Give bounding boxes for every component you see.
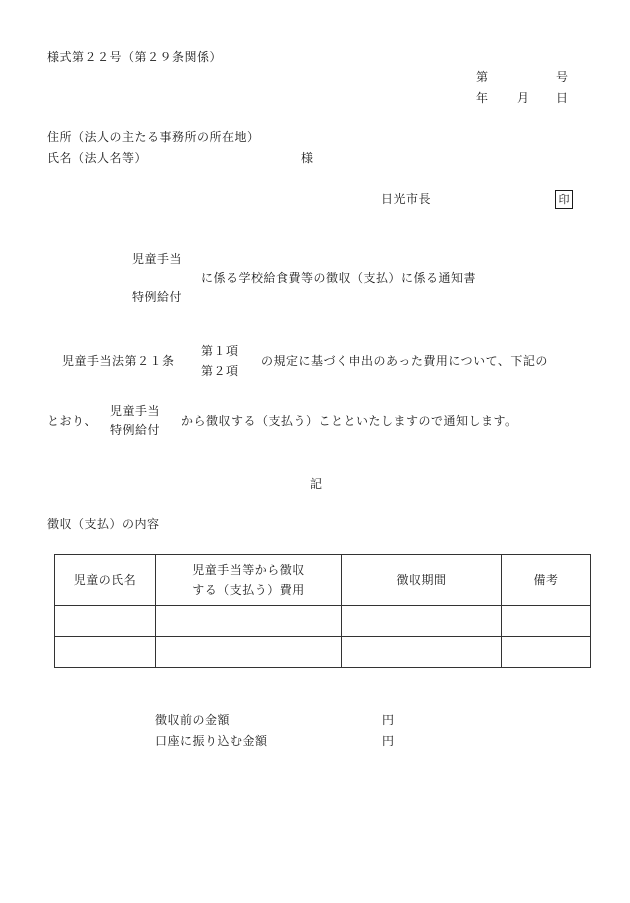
form-number: 様式第２２号（第２９条関係）	[47, 50, 223, 64]
recipient-name-label: 氏名（法人名等）	[47, 151, 148, 165]
date-year-label: 年	[476, 91, 489, 105]
document-title: に係る学校給食費等の徴収（支払）に係る通知書	[201, 271, 477, 285]
cell-period	[342, 637, 502, 668]
body-line1-text: の規定に基づく申出のあった費用について、下記の	[261, 354, 548, 368]
body-clause-2: 第２項	[201, 364, 239, 378]
cell-cost	[156, 637, 342, 668]
recipient-honorific: 様	[301, 151, 314, 165]
cell-remarks	[502, 606, 591, 637]
seal-mark: 印	[555, 190, 573, 209]
cell-child-name	[55, 606, 156, 637]
header-cost	[156, 555, 342, 606]
cell-remarks	[502, 637, 591, 668]
document-number-suffix: 号	[556, 70, 569, 84]
body-clause-1: 第１項	[201, 344, 239, 358]
header-remarks: 備考	[502, 555, 591, 606]
body-option-special-benefit: 特例給付	[110, 423, 161, 437]
date-day-label: 日	[556, 91, 569, 105]
amount-transfer-unit: 円	[382, 734, 395, 748]
cell-child-name	[55, 637, 156, 668]
amount-before-unit: 円	[382, 713, 395, 727]
title-option-child-allowance: 児童手当	[132, 252, 183, 266]
table-row	[55, 637, 591, 668]
cell-period	[342, 606, 502, 637]
ki-heading: 記	[310, 477, 323, 491]
body-law-reference: 児童手当法第２１条	[62, 354, 175, 368]
body-line2-prefix: とおり、	[47, 414, 98, 428]
table-header-row	[55, 555, 591, 606]
cell-cost	[156, 606, 342, 637]
collection-table	[54, 554, 591, 668]
date-month-label: 月	[517, 91, 530, 105]
sender-title: 日光市長	[381, 192, 432, 206]
header-period: 徴収期間	[342, 555, 502, 606]
header-cost-label: 児童手当等から徴収 する（支払う）費用	[192, 563, 305, 597]
document-number-prefix: 第	[476, 70, 489, 84]
section-title: 徴収（支払）の内容	[47, 517, 160, 531]
recipient-address-label: 住所（法人の主たる事務所の所在地）	[47, 130, 260, 144]
body-line2-text: から徴収する（支払う）ことといたしますので通知します。	[181, 414, 518, 428]
table-row	[55, 606, 591, 637]
title-option-special-benefit: 特例給付	[132, 290, 183, 304]
amount-before-label: 徴収前の金額	[155, 713, 231, 727]
header-child-name: 児童の氏名	[55, 555, 156, 606]
amount-transfer-label: 口座に振り込む金額	[155, 734, 268, 748]
body-option-child-allowance: 児童手当	[110, 404, 161, 418]
